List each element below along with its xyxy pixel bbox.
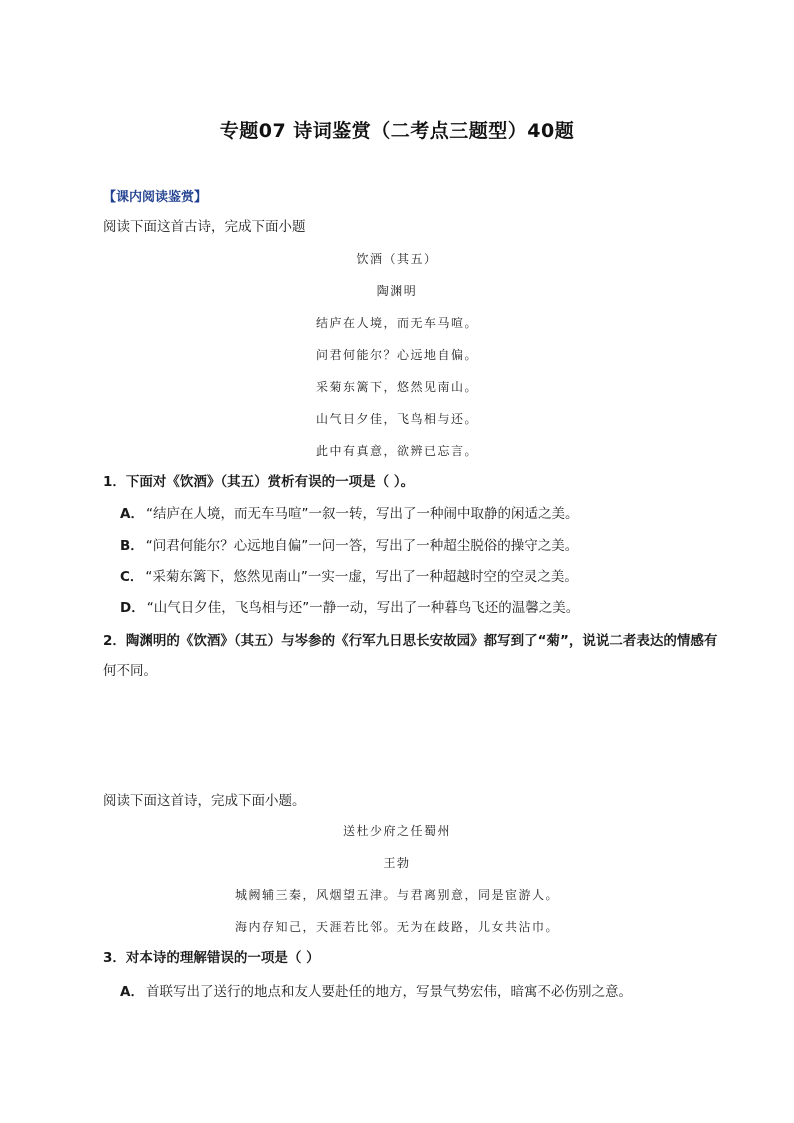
- option-letter: A．: [120, 984, 144, 1000]
- question-1-option-c: [120, 567, 578, 587]
- passage1-instruction: 阅读下面这首古诗，完成下面小题: [103, 219, 306, 235]
- poem1-line: 山气日夕佳，飞鸟相与还。: [315, 412, 478, 426]
- passage2-instruction: 阅读下面这首诗，完成下面小题。: [103, 793, 306, 809]
- option-text: “问君何能尔？心远地自偏”一问一答，写出了一种超尘脱俗的操守之美。: [145, 538, 579, 554]
- option-letter: A．: [120, 506, 144, 522]
- poem1-author: 陶渊明: [376, 284, 418, 298]
- poem2-line: 海内存知己，天涯若比邻。无为在歧路，儿女共沾巾。: [234, 920, 559, 934]
- option-text: “结庐在人境，而无车马喧”一叙一转，写出了一种闹中取静的闲适之美。: [145, 506, 579, 522]
- poem1-line: 此中有真意，欲辨已忘言。: [315, 444, 478, 458]
- option-letter: C．: [120, 569, 144, 585]
- question-2-line1: 2．陶渊明的《饮酒》（其五）与岑参的《行军九日思长安故园》都写到了“菊”，说说二者表达的情感有: [103, 633, 718, 649]
- poem2-author: 王勃: [383, 856, 411, 870]
- poem1-line: 采菊东篱下，悠然见南山。: [315, 380, 478, 394]
- poem1-title: 饮酒（其五）: [356, 252, 438, 266]
- option-text: “山气日夕佳，飞鸟相与还”一静一动，写出了一种暮鸟飞还的温馨之美。: [146, 600, 580, 616]
- poem2-title: 送杜少府之任蜀州: [342, 824, 451, 838]
- poem1-line: 问君何能尔？心远地自偏。: [315, 348, 478, 362]
- question-1-option-a: [120, 504, 578, 524]
- question-1-stem: 1．下面对《饮酒》（其五）赏析有误的一项是（ ）。: [103, 474, 415, 490]
- option-text: 首联写出了送行的地点和友人要赴任的地方，写景气势宏伟，暗寓不必伤别之意。: [145, 984, 632, 1000]
- question-2-line2: 何不同。: [103, 663, 157, 679]
- poem2-line: 城阙辅三秦，风烟望五津。与君离别意，同是宦游人。: [234, 888, 559, 902]
- option-text: “采菊东篱下，悠然见南山”一实一虚，写出了一种超越时空的空灵之美。: [145, 569, 578, 585]
- question-1-option-b: [120, 536, 578, 556]
- page-title: 专题07 诗词鉴赏（二考点三题型）40题: [219, 120, 575, 142]
- question-1-option-d: [120, 598, 579, 618]
- question-3-option-a: [120, 982, 632, 1002]
- option-letter: B．: [120, 538, 144, 554]
- option-letter: D．: [120, 600, 145, 616]
- section-label: 【课内阅读鉴赏】: [103, 190, 208, 205]
- question-3-stem: 3．对本诗的理解错误的一项是（ ）: [103, 950, 320, 966]
- poem1-line: 结庐在人境，而无车马喧。: [315, 316, 478, 330]
